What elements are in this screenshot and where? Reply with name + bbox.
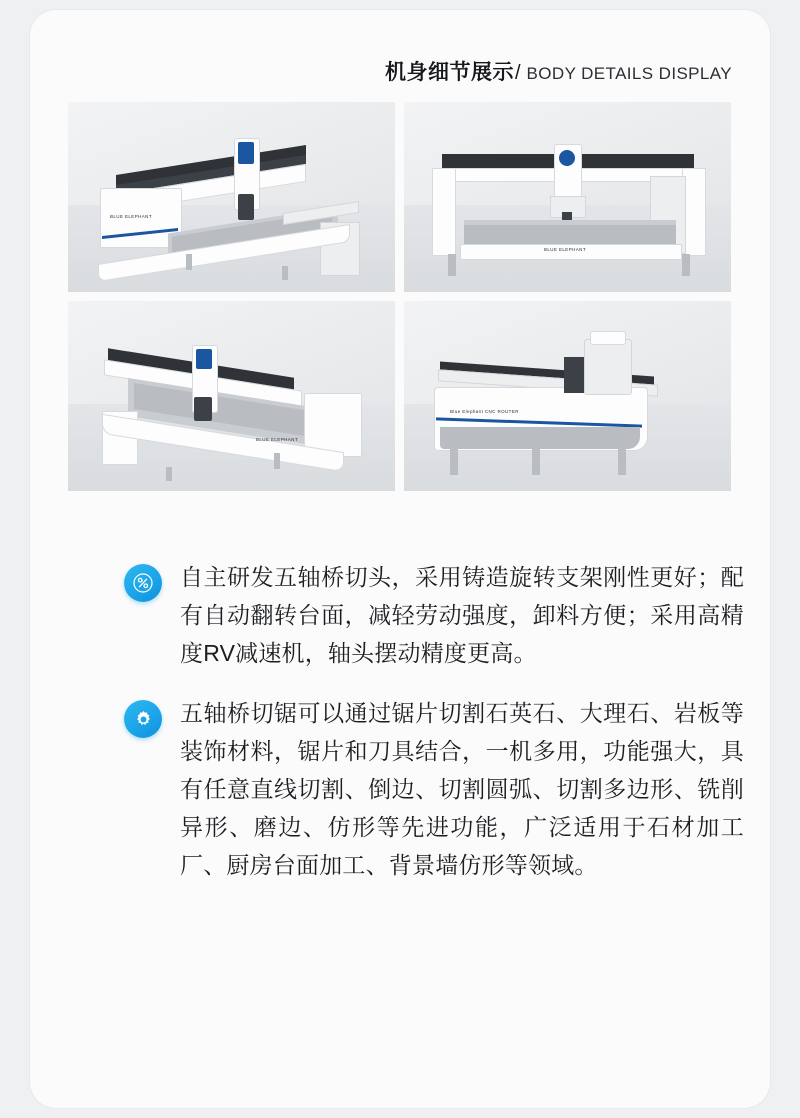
section-title-en: BODY DETAILS DISPLAY	[526, 64, 732, 83]
machine-head-cap-4	[590, 331, 626, 345]
machine-logo-3: BLUE ELEPHANT	[256, 437, 298, 442]
machine-leg-a-2	[448, 254, 456, 276]
machine-logo-1: BLUE ELEPHANT	[110, 214, 152, 219]
title-separator: /	[514, 62, 521, 84]
section-title-cn: 机身细节展示	[384, 61, 514, 84]
machine-control-panel-3	[196, 349, 212, 369]
gallery-item-1[interactable]	[68, 102, 395, 292]
machine-logo-2: BLUE ELEPHANT	[544, 247, 586, 252]
machine-table-edge-2	[464, 220, 676, 225]
gallery-item-3[interactable]	[68, 301, 395, 491]
machine-spindle-1	[238, 194, 254, 220]
machine-leg-b-3	[274, 453, 280, 469]
feature-item-1	[124, 558, 744, 672]
feature-text-2: 五轴桥切锯可以通过锯片切割石英石、大理石、岩板等装饰材料，锯片和刀具结合，一机多用，功能强大，具有任意直线切割、倒边、切割圆弧、切割多边形、铣削异形、磨边、仿形等先进功能，广泛适用于石材加工厂、厨房台面加工、背景墙仿形等领域。	[180, 700, 744, 878]
machine-leg-c-4	[618, 449, 626, 475]
machine-leg-a-1	[186, 254, 192, 270]
machine-leg-a-4	[450, 449, 458, 475]
feature-text-1: 自主研发五轴桥切头，采用铸造旋转支架刚性更好；配有自动翻转台面，减轻劳动强度，卸料方便；采用高精度RV减速机，轴头摆动精度更高。	[180, 564, 744, 666]
page-card	[30, 10, 770, 1108]
machine-head-housing-4	[584, 339, 632, 395]
machine-head-dial-2	[559, 150, 575, 166]
image-gallery	[68, 102, 732, 491]
machine-control-panel-1	[238, 142, 254, 164]
machine-leg-b-1	[282, 266, 288, 280]
machine-body-lower-4	[440, 427, 640, 449]
feature-item-2	[124, 694, 744, 884]
machine-leg-b-4	[532, 449, 540, 475]
machine-spindle-4	[564, 357, 584, 393]
machine-logo-4: Blue Elephant CNC ROUTER	[450, 409, 519, 414]
gear-icon	[124, 700, 162, 738]
section-header	[385, 56, 732, 86]
percent-badge-icon	[124, 564, 162, 602]
machine-leg-b-2	[682, 254, 690, 276]
machine-left-tower-2	[432, 168, 456, 256]
machine-spindle-3	[194, 397, 212, 421]
machine-table-2	[464, 224, 676, 244]
machine-leg-a-3	[166, 467, 172, 481]
gallery-item-4[interactable]	[404, 301, 731, 491]
feature-list	[124, 558, 744, 906]
gallery-item-2[interactable]	[404, 102, 731, 292]
